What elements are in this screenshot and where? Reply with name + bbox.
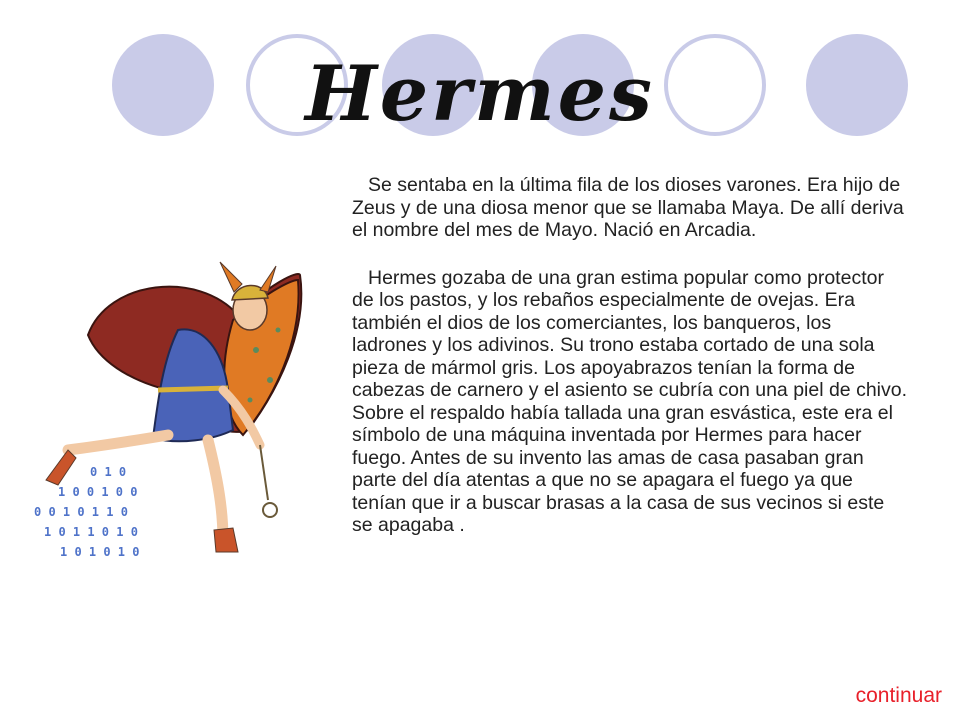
hermes-illustration [28,240,338,570]
binary-row: 1 0 0 1 0 0 [58,485,138,499]
slide-body [352,174,908,537]
slide-title: Hermes [305,49,655,138]
paragraph-1: Se sentaba en la última fila de los dioses varones. Era hijo de Zeus y de una diosa menor que se llamaba Maya. De allí deriva el nombre del mes de Mayo. Nació en Arcadia. [352,174,904,241]
binary-row: 1 0 1 0 1 0 [60,545,140,559]
binary-digits [30,462,280,562]
continue-link[interactable]: continuar [855,684,942,707]
paragraph-2: Hermes gozaba de una gran estima popular como protector de los pastos, y los rebaños especialmente de ovejas. Era también el dios de los comerciantes, los banqueros, los ladrones y los adivinos. Su trono estaba cortado de una sola pieza de mármol gris. Los apoyabrazos tenían la forma de cabezas de carnero y el asiento se cubría con una piel de chivo. Sobre el respaldo había tallada una gran esvástica, este era el símbolo de una máquina inventada por Hermes para hacer fuego. Antes de su invento las amas de casa pasaban gran parte del día atentas a que no se apagara el fuego ya que tenían que ir a buscar brasas a la casa de sus vecinos si este se apagaba . [352,266,908,536]
binary-row: 0 1 0 [90,465,127,479]
binary-row: 0 0 1 0 1 1 0 [34,505,128,519]
binary-row: 1 0 1 1 0 1 0 [44,525,138,539]
